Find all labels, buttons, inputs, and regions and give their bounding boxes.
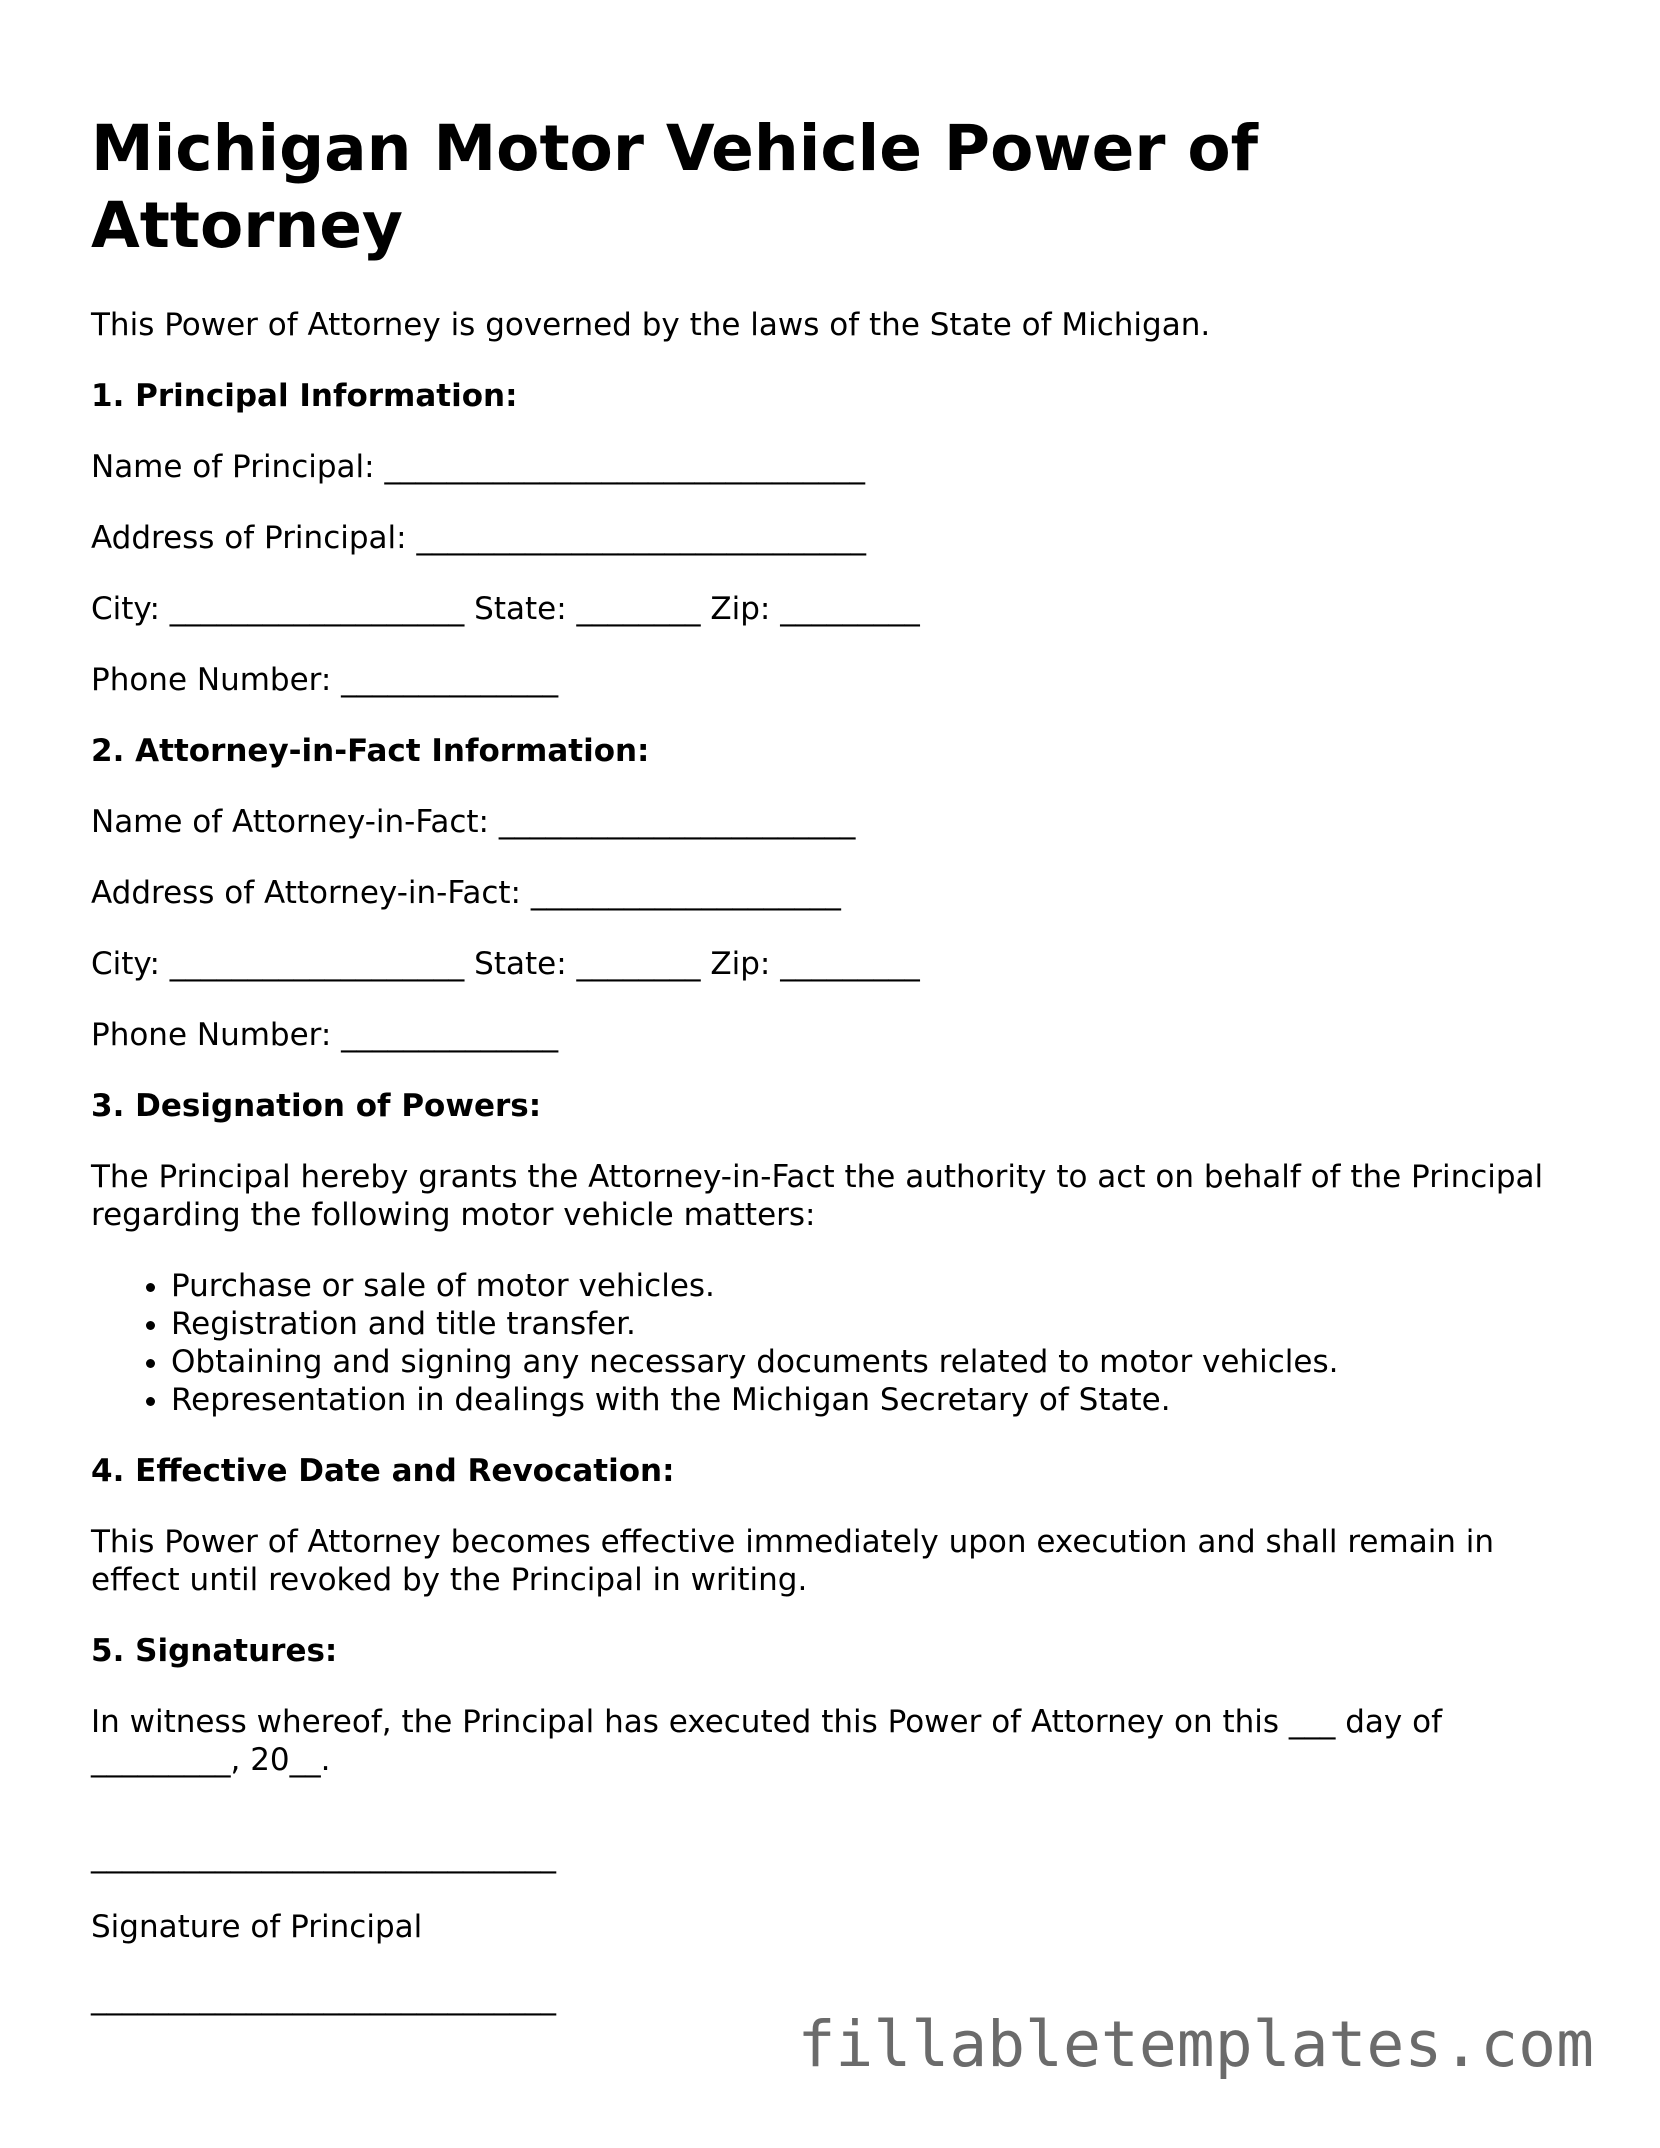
powers-list-item: • Obtaining and signing any necessary documents related to motor vehicles.	[171, 1343, 1571, 1381]
signatures-text: In witness whereof, the Principal has executed this Power of Attorney on this ___ day of _________, 20__.	[91, 1704, 1442, 1778]
effective-heading: 4. Effective Date and Revocation:	[91, 1453, 675, 1489]
principal-name-field[interactable]: Name of Principal: _______________________________	[91, 449, 865, 485]
principal-heading: 1. Principal Information:	[91, 378, 518, 414]
powers-text: The Principal hereby grants the Attorney-in-Fact the authority to act on behalf of the Principal regarding the following motor vehicle matters:	[91, 1159, 1544, 1233]
attorney-phone-field[interactable]: Phone Number: ______________	[91, 1017, 559, 1053]
attorney-heading: 2. Attorney-in-Fact Information:	[91, 733, 650, 769]
powers-list	[91, 1267, 1571, 1419]
principal-phone-field[interactable]: Phone Number: ______________	[91, 662, 559, 698]
second-signature-line[interactable]: ______________________________	[91, 1980, 556, 2016]
effective-text: This Power of Attorney becomes effective immediately upon execution and shall remain in effect until revoked by the Principal in writing.	[91, 1524, 1495, 1598]
principal-city-state-zip-field[interactable]: City: ___________________ State: ________ Zip: _________	[91, 591, 920, 627]
signatures-heading: 5. Signatures:	[91, 1633, 338, 1669]
powers-list-item: • Purchase or sale of motor vehicles.	[171, 1267, 1571, 1305]
attorney-city-state-zip-field[interactable]: City: ___________________ State: ________ Zip: _________	[91, 946, 920, 982]
powers-list-item: • Representation in dealings with the Michigan Secretary of State.	[171, 1381, 1571, 1419]
powers-list-item: • Registration and title transfer.	[171, 1305, 1571, 1343]
intro-text: This Power of Attorney is governed by the laws of the State of Michigan.	[91, 307, 1211, 343]
attorney-address-field[interactable]: Address of Attorney-in-Fact: ____________________	[91, 875, 841, 911]
powers-heading: 3. Designation of Powers:	[91, 1088, 542, 1124]
document-page	[91, 110, 1571, 2050]
principal-address-field[interactable]: Address of Principal: _____________________________	[91, 520, 866, 556]
attorney-name-field[interactable]: Name of Attorney-in-Fact: _______________________	[91, 804, 856, 840]
document-title: Michigan Motor Vehicle Power of Attorney	[91, 112, 1259, 262]
watermark-text: fillabletemplates.com	[797, 2008, 1594, 2081]
principal-signature-line[interactable]: ______________________________	[91, 1838, 556, 1874]
principal-signature-label: Signature of Principal	[91, 1909, 423, 1945]
